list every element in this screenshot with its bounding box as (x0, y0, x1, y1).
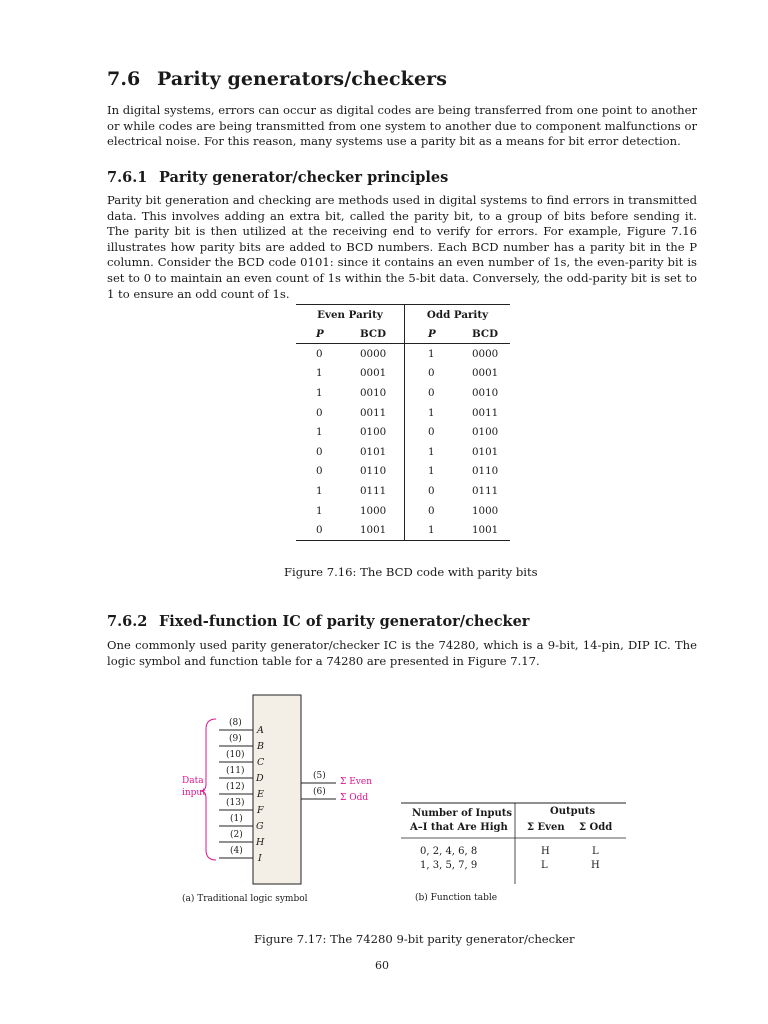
cell: 0111 (360, 484, 387, 497)
cell: 0 (405, 422, 473, 442)
ftable-header-inputs-2: A–I that Are High (410, 822, 508, 833)
cell: 1 (405, 442, 473, 462)
principles-paragraph: Parity bit generation and checking are methods used in digital systems to find errors in transmitted data. This involves adding an extra bit, called the parity bit, to a group of bits before sending it. The parity bit is then utilized at the receiving end to verify for errors. For example, Figure 7.16 illustrates how parity bits are added to BCD numbers. Each BCD number has a parity bit in the P column. Consider the BCD code 0101: since it contains an even number of 1s, the even-parity bit is set to 0 to maintain an even count of 1s within the 5-bit data. Conversely, the odd-parity bit is set to 1 to ensure an odd count of 1s. (107, 193, 697, 301)
odd-parity-header: Odd Parity (405, 305, 511, 326)
function-table-caption: (b) Function table (415, 893, 498, 903)
ftable-cell: H (541, 846, 550, 857)
cell: 1000 (472, 504, 499, 517)
cell: 0111 (472, 484, 499, 497)
pin-number: (2) (230, 830, 243, 840)
figure-7-17-caption: Figure 7.17: The 74280 9-bit parity generator/checker (254, 932, 575, 946)
cell: 0110 (472, 465, 499, 478)
cell: 1 (316, 426, 323, 439)
subsection-number-1: 7.6.1 (107, 169, 148, 186)
even-p-header: P (296, 325, 360, 344)
cell: 1 (405, 403, 473, 423)
cell: 1 (405, 344, 473, 364)
cell: 0101 (360, 445, 387, 458)
pin-number: (4) (230, 846, 243, 856)
ftable-header-inputs-1: Number of Inputs (412, 808, 513, 819)
odd-bcd-header: BCD (472, 325, 510, 344)
pin-number: (10) (226, 750, 245, 760)
cell: 0 (316, 406, 323, 419)
cell: 0 (316, 465, 323, 478)
cell: 0 (405, 481, 473, 501)
cell: 0 (405, 364, 473, 384)
subsection-title-2: Fixed-function IC of parity generator/checker (159, 613, 530, 630)
ftable-cell: H (591, 860, 600, 871)
cell: 1 (316, 504, 323, 517)
cell: 0011 (360, 406, 387, 419)
input-letter-e: E (257, 789, 264, 800)
cell: 0 (405, 383, 473, 403)
page-number: 60 (375, 959, 389, 972)
pin-number: (11) (226, 766, 245, 776)
even-bcd-header: BCD (360, 325, 405, 344)
ftable-row-odd-count: 1, 3, 5, 7, 9 (420, 860, 478, 871)
cell: 1001 (360, 520, 405, 540)
output-label-odd: Σ Odd (340, 793, 369, 803)
subsection-number-2: 7.6.2 (107, 613, 148, 630)
input-letter-h: H (256, 837, 265, 848)
ftable-header-odd: Σ Odd (579, 822, 613, 833)
input-letter-i: I (258, 853, 262, 864)
pin-number: (13) (226, 798, 245, 808)
pin-number: (9) (229, 734, 242, 744)
pin-number: (12) (226, 782, 245, 792)
cell: 0001 (472, 367, 499, 380)
figure-7-16-caption: Figure 7.16: The BCD code with parity bits (284, 565, 538, 579)
input-letter-g: G (256, 821, 264, 832)
subsection-title-1: Parity generator/checker principles (159, 169, 449, 186)
logic-symbol-caption: (a) Traditional logic symbol (182, 894, 308, 904)
cell: 0010 (472, 386, 499, 399)
cell: 1000 (360, 504, 387, 517)
pin-number: (8) (229, 718, 242, 728)
cell: 1 (405, 520, 473, 540)
output-label-even: Σ Even (340, 777, 373, 787)
ftable-header-even: Σ Even (527, 822, 565, 833)
ftable-cell: L (541, 860, 548, 871)
pin-number: (1) (230, 814, 243, 824)
output-pin-even: (5) (313, 771, 326, 781)
cell: 0 (316, 445, 323, 458)
cell: 1 (316, 367, 323, 380)
section-number: 7.6 (107, 68, 141, 90)
cell: 0 (405, 501, 473, 521)
input-letter-f: F (257, 805, 264, 816)
cell: 1 (316, 484, 323, 497)
cell: 0010 (360, 386, 387, 399)
ftable-cell: L (592, 846, 599, 857)
cell: 0 (316, 347, 323, 360)
cell: 0100 (360, 426, 387, 439)
ftable-row-even-count: 0, 2, 4, 6, 8 (420, 846, 478, 857)
output-pin-odd: (6) (313, 787, 326, 797)
intro-paragraph: In digital systems, errors can occur as digital codes are being transferred from one point to another or while codes are being transmitted from one system to another due to component malfunctions or electrical noise. For this reason, many systems use a parity bit as a means for bit error detection. (107, 103, 697, 149)
input-letter-d: D (256, 773, 264, 784)
cell: 0000 (472, 347, 499, 360)
cell: 0011 (472, 406, 499, 419)
cell: 1001 (472, 520, 510, 540)
data-input-label-1: Data (182, 776, 204, 786)
even-parity-header: Even Parity (296, 305, 405, 326)
ftable-header-outputs: Outputs (550, 806, 596, 817)
input-letter-b: B (257, 741, 264, 752)
fixed-function-paragraph: One commonly used parity generator/checker IC is the 74280, which is a 9-bit, 14-pin, DIP IC. The logic symbol and function table for a 74280 are presented in Figure 7.17. (107, 638, 697, 668)
input-letter-a: A (257, 725, 264, 736)
odd-p-header: P (405, 325, 473, 344)
cell: 0 (296, 520, 360, 540)
input-letter-c: C (257, 757, 265, 768)
cell: 1 (316, 386, 323, 399)
cell: 0001 (360, 367, 387, 380)
data-input-label-2: input (182, 788, 206, 798)
cell: 1 (405, 462, 473, 482)
cell: 0101 (472, 445, 499, 458)
section-title: Parity generators/checkers (157, 68, 448, 90)
cell: 0100 (472, 426, 499, 439)
cell: 0000 (360, 347, 387, 360)
cell: 0110 (360, 465, 387, 478)
